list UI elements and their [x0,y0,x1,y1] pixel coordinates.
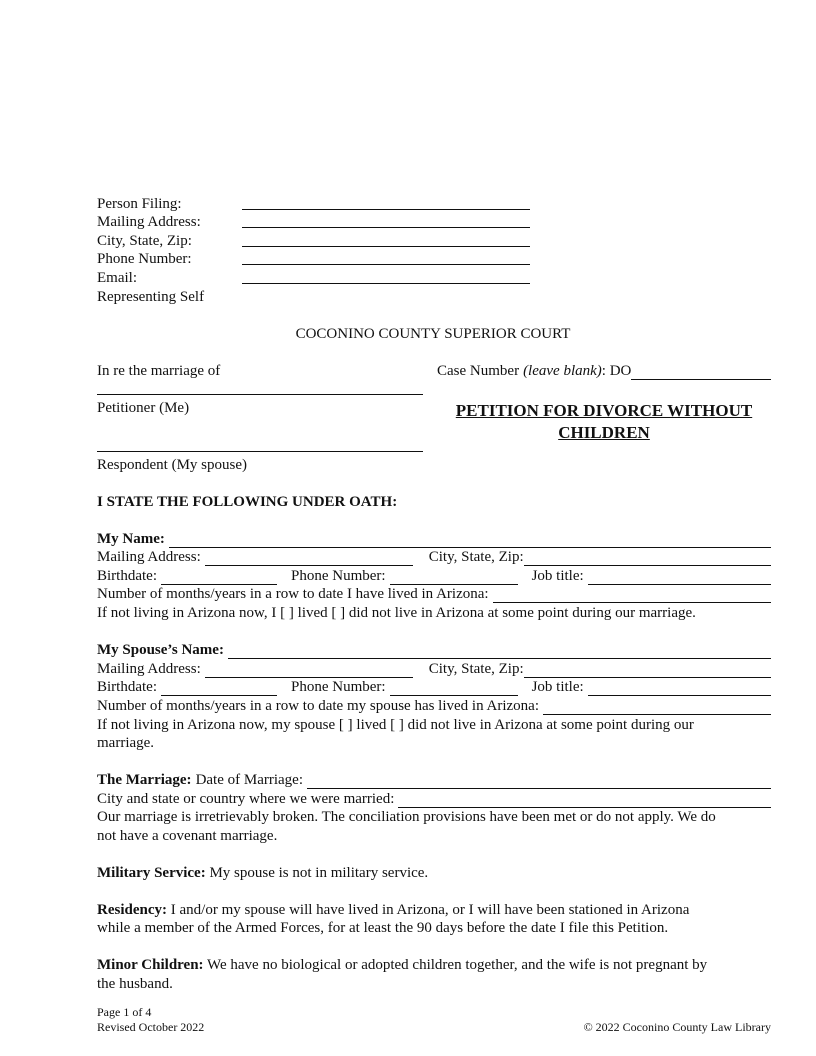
minor-children-text-2: the husband. [97,976,173,992]
my-not-living: If not living in Arizona now, I [ ] lived [ ] did not live in Arizona at some point during our marriage. [97,605,696,621]
spouse-name-field[interactable] [228,644,771,659]
spouse-months-row [97,697,771,715]
spouse-name-label: My Spouse’s Name: [97,642,224,658]
representing-self-label: Representing Self [97,289,205,305]
my-job-label: Job title: [531,568,584,584]
spouse-birthdate-label: Birthdate: [97,679,157,695]
spouse-birthdate-field[interactable] [161,681,277,696]
marriage-place-row [97,790,771,808]
spouse-not-living-2: marriage. [97,735,155,751]
city-state-zip-label: City, State, Zip: [97,233,192,249]
residency-text-2: while a member of the Armed Forces, for at least the 90 days before the date I file this Petition. [97,920,669,936]
page-number: Page 1 of 4 [97,1005,152,1019]
my-mailing-field[interactable] [205,551,413,566]
my-months-label: Number of months/years in a row to date I have lived in Arizona: [97,586,489,602]
spouse-job-label: Job title: [531,679,584,695]
phone-number-label: Phone Number: [97,251,192,267]
respondent-name-field[interactable] [97,437,423,452]
in-re-label: In re the marriage of [97,363,221,379]
copyright: © 2022 Coconino County Law Library [583,1020,771,1034]
case-number-prefix: : DO [601,363,632,379]
my-name-field[interactable] [169,533,771,548]
phone-number-field[interactable] [242,250,530,265]
spouse-job-field[interactable] [588,681,771,696]
my-months-row [97,585,771,603]
spouse-not-living-1: If not living in Arizona now, my spouse [ ] lived [ ] did not live in Arizona at some point during our [97,717,694,733]
marriage-date-label: Date of Marriage: [195,772,304,788]
spouse-months-label: Number of months/years in a row to date my spouse has lived in Arizona: [97,698,539,714]
my-city-field[interactable] [524,551,771,566]
military-text: My spouse is not in military service. [209,865,429,881]
spouse-name-row [97,641,771,659]
spouse-birth-row [97,678,771,696]
revised-date: Revised October 2022 [97,1020,205,1034]
email-field[interactable] [242,269,530,284]
email-label: Email: [97,270,137,286]
my-phone-label: Phone Number: [291,568,386,584]
city-state-zip-field[interactable] [242,232,530,247]
spouse-months-field[interactable] [543,700,771,715]
mailing-address-field[interactable] [242,213,530,228]
my-birth-row [97,567,771,585]
petitioner-label: Petitioner (Me) [97,400,190,416]
title-line-2: CHILDREN [558,423,650,442]
document-title [437,400,771,444]
my-city-label: City, State, Zip: [428,549,524,565]
minor-children-heading: Minor Children: [97,957,204,973]
spouse-mailing-label: Mailing Address: [97,661,201,677]
mailing-address-label: Mailing Address: [97,214,201,230]
residency-heading: Residency: [97,902,167,918]
my-phone-field[interactable] [390,570,518,585]
my-job-field[interactable] [588,570,771,585]
case-number-field[interactable] [631,365,771,380]
court-name: COCONINO COUNTY SUPERIOR COURT [295,326,571,342]
case-number-row [437,362,771,380]
respondent-label: Respondent (My spouse) [97,457,247,473]
my-name-row [97,530,771,548]
spouse-mailing-field[interactable] [205,663,413,678]
person-filing-label: Person Filing: [97,196,182,212]
marriage-place-field[interactable] [398,793,771,808]
minor-children-text-1: We have no biological or adopted children together, and the wife is not pregnant by [207,957,708,973]
my-birthdate-label: Birthdate: [97,568,157,584]
spouse-city-field[interactable] [524,663,771,678]
my-name-label: My Name: [97,531,165,547]
oath-heading: I STATE THE FOLLOWING UNDER OATH: [97,494,398,510]
marriage-broken-1: Our marriage is irretrievably broken. The conciliation provisions have been met or do not apply. We do [97,809,716,825]
title-line-1: PETITION FOR DIVORCE WITHOUT [455,401,753,420]
military-heading: Military Service: [97,865,206,881]
person-filing-field[interactable] [242,195,530,210]
my-birthdate-field[interactable] [161,570,277,585]
residency-line-1 [97,901,771,919]
my-months-field[interactable] [493,588,771,603]
case-number-label: Case Number [437,363,520,379]
spouse-phone-label: Phone Number: [291,679,386,695]
marriage-date-row [97,771,771,789]
military-paragraph [97,864,771,882]
marriage-broken-2: not have a covenant marriage. [97,828,278,844]
spouse-phone-field[interactable] [390,681,518,696]
case-number-note: (leave blank) [523,363,602,379]
marriage-date-field[interactable] [307,774,771,789]
my-address-row [97,548,771,566]
my-mailing-label: Mailing Address: [97,549,201,565]
minor-children-line-1 [97,956,771,974]
marriage-place-label: City and state or country where we were married: [97,791,395,807]
spouse-city-label: City, State, Zip: [428,661,524,677]
residency-text-1: I and/or my spouse will have lived in Arizona, or I will have been stationed in Arizona [170,902,690,918]
petitioner-name-field[interactable] [97,380,423,395]
marriage-heading: The Marriage: [97,772,192,788]
spouse-address-row [97,660,771,678]
